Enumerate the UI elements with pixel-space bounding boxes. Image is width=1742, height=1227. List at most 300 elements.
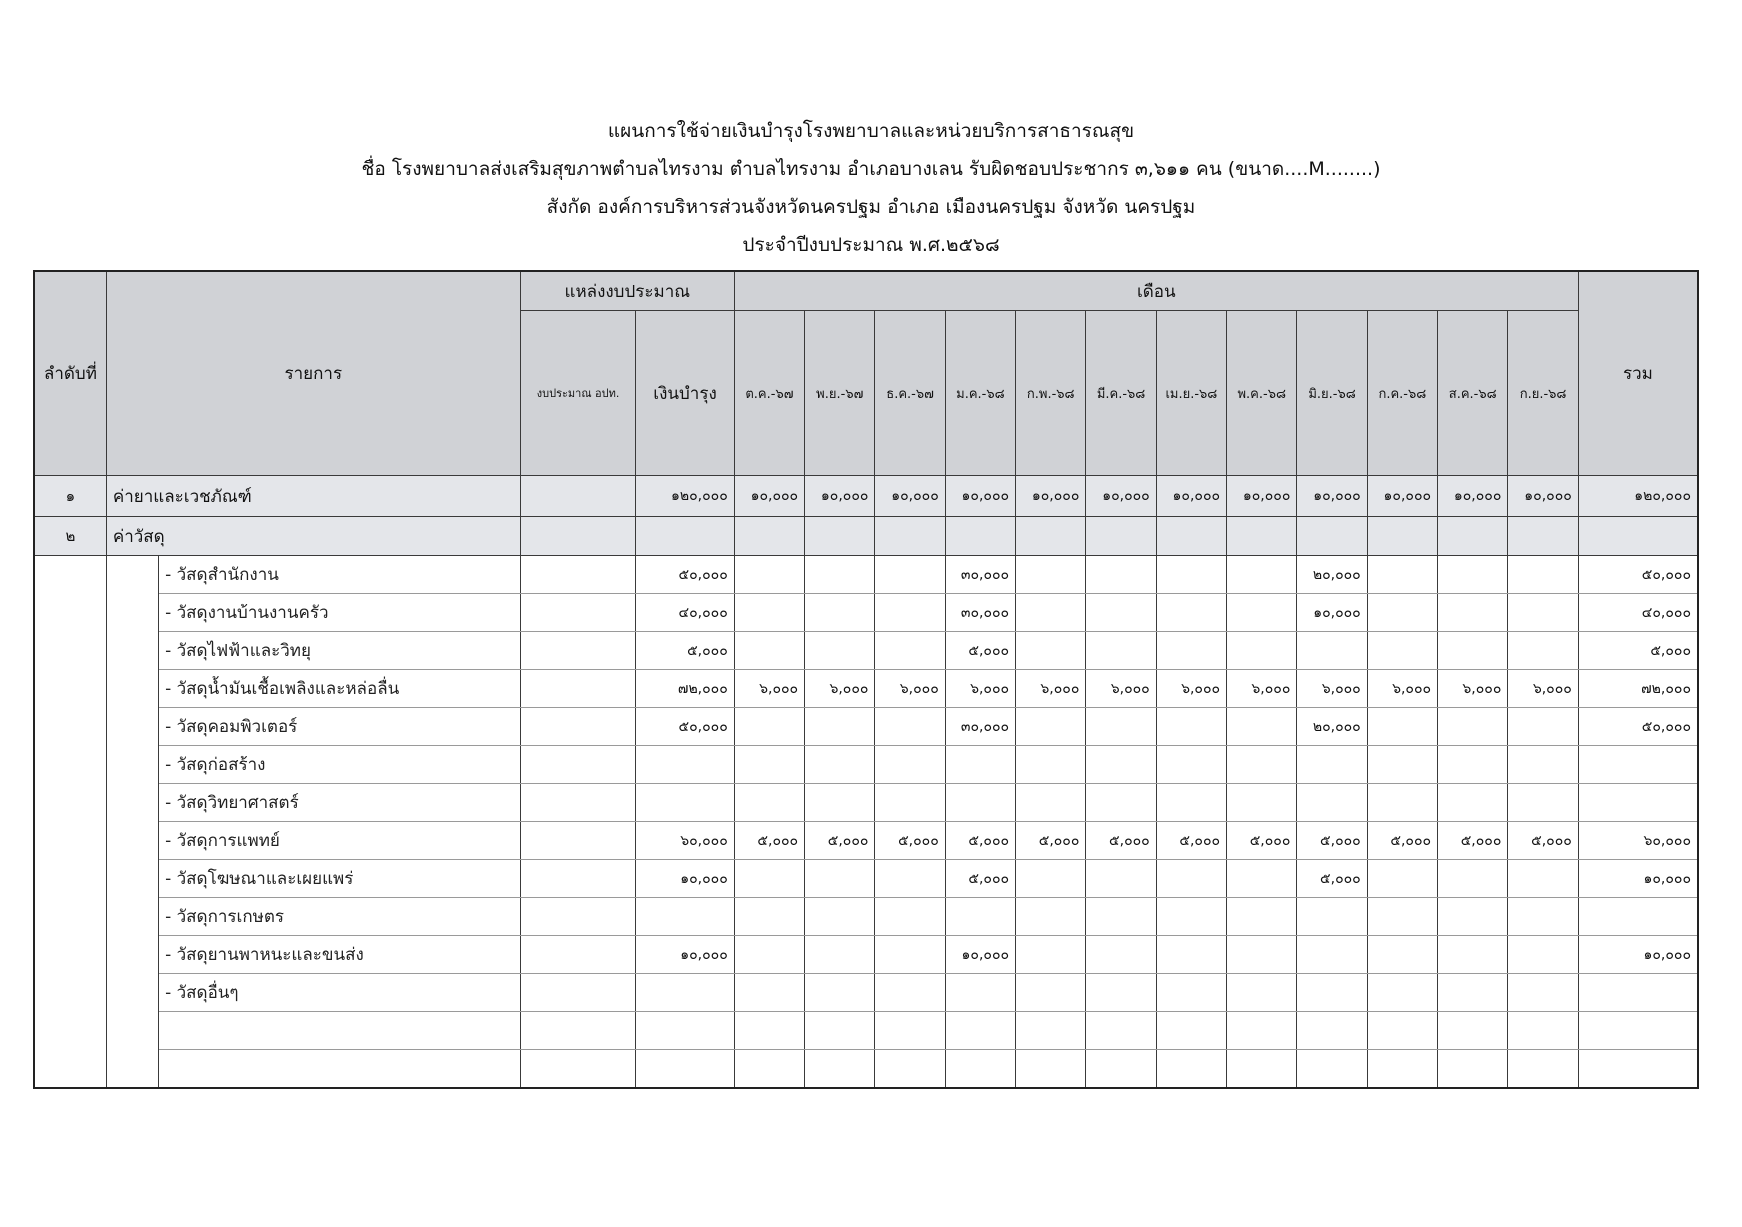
month-value-cell [1297,898,1367,936]
table-row [34,898,1698,936]
month-value-cell: ๒๐,๐๐๐ [1297,556,1367,594]
budget-local-cell [520,898,636,936]
month-value-cell: ๖,๐๐๐ [1156,670,1226,708]
month-value-cell [1367,936,1437,974]
budget-maint-cell [636,517,734,556]
month-value-cell [945,898,1015,936]
col-month-header: มี.ค.-๖๘ [1086,311,1156,476]
month-value-cell [875,594,945,632]
month-value-cell [945,974,1015,1012]
month-value-cell [1508,784,1578,822]
month-value-cell [734,517,804,556]
month-value-cell [1016,974,1086,1012]
month-value-cell [805,974,875,1012]
month-value-cell [1508,860,1578,898]
month-value-cell [1086,898,1156,936]
month-value-cell [1227,1050,1297,1088]
item-label: - วัสดุงานบ้านงานครัว [159,594,521,632]
row-total-cell: ๔๐,๐๐๐ [1578,594,1698,632]
month-value-cell [1438,936,1508,974]
month-value-cell [1086,784,1156,822]
month-value-cell [1156,898,1226,936]
month-value-cell [1086,708,1156,746]
table-row [34,670,1698,708]
month-value-cell [1438,1050,1508,1088]
item-label: - วัสดุยานพาหนะและขนส่ง [159,936,521,974]
month-value-cell [805,594,875,632]
month-value-cell [1438,1012,1508,1050]
budget-local-cell [520,632,636,670]
month-value-cell: ๖,๐๐๐ [945,670,1015,708]
row-total-cell [1578,1050,1698,1088]
month-value-cell [1367,708,1437,746]
col-total-header: รวม [1578,271,1698,476]
month-value-cell: ๕,๐๐๐ [1367,822,1437,860]
month-value-cell [1438,974,1508,1012]
month-value-cell: ๕,๐๐๐ [945,822,1015,860]
month-value-cell: ๑๐,๐๐๐ [1016,476,1086,517]
month-value-cell [1227,632,1297,670]
month-value-cell [875,556,945,594]
row-total-cell: ๕,๐๐๐ [1578,632,1698,670]
month-value-cell [1367,594,1437,632]
month-value-cell [734,974,804,1012]
col-month-header: ก.ค.-๖๘ [1367,311,1437,476]
month-value-cell [1508,974,1578,1012]
month-value-cell [1367,556,1437,594]
month-value-cell [734,708,804,746]
month-value-cell [1016,1050,1086,1088]
budget-maint-cell: ๔๐,๐๐๐ [636,594,734,632]
month-value-cell [1086,517,1156,556]
col-month-header: มิ.ย.-๖๘ [1297,311,1367,476]
month-value-cell: ๖,๐๐๐ [734,670,804,708]
col-month-header: ธ.ค.-๖๗ [875,311,945,476]
col-month-header: พ.ค.-๖๘ [1227,311,1297,476]
budget-maint-cell [636,746,734,784]
document-title: แผนการใช้จ่ายเงินบำรุงโรงพยาบาลและหน่วยบริการสาธารณสุข [607,120,1135,142]
row-seq: ๒ [34,517,106,556]
col-month-header: ม.ค.-๖๘ [945,311,1015,476]
month-value-cell [1438,517,1508,556]
budget-maint-cell: ๕,๐๐๐ [636,632,734,670]
month-value-cell [1086,746,1156,784]
month-value-cell [805,936,875,974]
row-total-cell: ๑๐,๐๐๐ [1578,936,1698,974]
month-value-cell [945,1012,1015,1050]
month-value-cell [734,746,804,784]
budget-local-cell [520,476,636,517]
table-row [34,1050,1698,1088]
month-value-cell [1367,1050,1437,1088]
indent-blank-cell [106,556,158,1088]
budget-maint-cell: ๖๐,๐๐๐ [636,822,734,860]
month-value-cell [805,784,875,822]
month-value-cell [1227,898,1297,936]
month-value-cell: ๑๐,๐๐๐ [1156,476,1226,517]
month-value-cell [1086,594,1156,632]
month-value-cell [945,1050,1015,1088]
table-row [34,784,1698,822]
budget-local-cell [520,746,636,784]
month-value-cell: ๑๐,๐๐๐ [734,476,804,517]
item-label: - วัสดุไฟฟ้าและวิทยุ [159,632,521,670]
month-value-cell [1086,936,1156,974]
month-value-cell: ๖,๐๐๐ [1016,670,1086,708]
month-value-cell [1016,898,1086,936]
budget-local-cell [520,670,636,708]
month-value-cell: ๕,๐๐๐ [945,860,1015,898]
month-value-cell: ๕,๐๐๐ [1086,822,1156,860]
col-months-group-header: เดือน [734,271,1578,311]
month-value-cell [734,860,804,898]
month-value-cell [1438,594,1508,632]
budget-maint-cell [636,1050,734,1088]
month-value-cell: ๕,๐๐๐ [1297,822,1367,860]
row-total-cell [1578,784,1698,822]
budget-maint-cell [636,898,734,936]
month-value-cell: ๕,๐๐๐ [945,632,1015,670]
month-value-cell [875,898,945,936]
month-value-cell [1016,594,1086,632]
item-label [159,1050,521,1088]
month-value-cell [875,632,945,670]
month-value-cell [1438,860,1508,898]
row-total-cell [1578,746,1698,784]
budget-maint-cell: ๕๐,๐๐๐ [636,708,734,746]
month-value-cell [1156,974,1226,1012]
budget-local-cell [520,974,636,1012]
month-value-cell [1297,974,1367,1012]
item-label [159,1012,521,1050]
col-source-maint-header: เงินบำรุง [636,311,734,476]
month-value-cell [1508,746,1578,784]
month-value-cell [734,632,804,670]
month-value-cell: ๑๐,๐๐๐ [1297,594,1367,632]
month-value-cell [805,860,875,898]
budget-maint-cell: ๗๒,๐๐๐ [636,670,734,708]
row-total-cell [1578,1012,1698,1050]
month-value-cell: ๕,๐๐๐ [1156,822,1226,860]
month-value-cell [1227,708,1297,746]
month-value-cell [805,1012,875,1050]
month-value-cell [1297,1012,1367,1050]
month-value-cell: ๑๐,๐๐๐ [875,476,945,517]
affiliation-line: สังกัด องค์การบริหารส่วนจังหวัดนครปฐม อำเภอ เมืองนครปฐม จังหวัด นครปฐม [546,196,1196,218]
month-value-cell [1297,1050,1367,1088]
month-value-cell [1086,1012,1156,1050]
month-value-cell [1508,898,1578,936]
month-value-cell: ๕,๐๐๐ [875,822,945,860]
month-value-cell [1367,898,1437,936]
month-value-cell: ๒๐,๐๐๐ [1297,708,1367,746]
month-value-cell [734,936,804,974]
month-value-cell [875,708,945,746]
budget-local-cell [520,936,636,974]
month-value-cell: ๑๐,๐๐๐ [1367,476,1437,517]
month-value-cell [1438,708,1508,746]
row-total-cell: ๗๒,๐๐๐ [1578,670,1698,708]
month-value-cell [875,746,945,784]
month-value-cell [1227,556,1297,594]
month-value-cell [1227,594,1297,632]
month-value-cell: ๑๐,๐๐๐ [805,476,875,517]
budget-local-cell [520,517,636,556]
col-item-header: รายการ [106,271,520,476]
item-label: - วัสดุสำนักงาน [159,556,521,594]
table-row [34,708,1698,746]
item-label: - วัสดุวิทยาศาสตร์ [159,784,521,822]
budget-local-cell [520,822,636,860]
category-label: ค่าวัสดุ [106,517,520,556]
table-row [34,860,1698,898]
col-month-header: ส.ค.-๖๘ [1438,311,1508,476]
budget-maint-cell [636,974,734,1012]
item-label: - วัสดุการเกษตร [159,898,521,936]
month-value-cell [1156,517,1226,556]
month-value-cell [734,1012,804,1050]
budget-local-cell [520,1012,636,1050]
month-value-cell [1016,556,1086,594]
month-value-cell [1016,784,1086,822]
month-value-cell [805,708,875,746]
month-value-cell: ๕,๐๐๐ [1227,822,1297,860]
table-row [34,1012,1698,1050]
col-month-header: พ.ย.-๖๗ [805,311,875,476]
month-value-cell: ๖,๐๐๐ [805,670,875,708]
month-value-cell: ๕,๐๐๐ [1297,860,1367,898]
col-source-header: แหล่งงบประมาณ [520,271,734,311]
month-value-cell [1227,746,1297,784]
month-value-cell: ๖,๐๐๐ [1297,670,1367,708]
item-label: - วัสดุอื่นๆ [159,974,521,1012]
table-row [34,476,1698,517]
month-value-cell [805,898,875,936]
row-total-cell: ๖๐,๐๐๐ [1578,822,1698,860]
col-month-header: ก.พ.-๖๘ [1016,311,1086,476]
budget-local-cell [520,556,636,594]
month-value-cell [1156,860,1226,898]
month-value-cell [875,784,945,822]
month-value-cell: ๕,๐๐๐ [734,822,804,860]
col-seq-header: ลำดับที่ [34,271,106,476]
month-value-cell [1508,1012,1578,1050]
category-label: ค่ายาและเวชภัณฑ์ [106,476,520,517]
month-value-cell [1156,594,1226,632]
month-value-cell [734,556,804,594]
month-value-cell: ๑๐,๐๐๐ [945,936,1015,974]
month-value-cell [1156,784,1226,822]
month-value-cell [1438,784,1508,822]
month-value-cell [945,746,1015,784]
month-value-cell [1227,517,1297,556]
month-value-cell [734,784,804,822]
budget-maint-cell [636,784,734,822]
month-value-cell [1156,1012,1226,1050]
month-value-cell [1508,632,1578,670]
month-value-cell [1086,1050,1156,1088]
month-value-cell [1227,974,1297,1012]
month-value-cell [1297,746,1367,784]
month-value-cell [875,936,945,974]
month-value-cell [1156,1050,1226,1088]
item-label: - วัสดุการแพทย์ [159,822,521,860]
table-row [34,556,1698,594]
month-value-cell: ๓๐,๐๐๐ [945,556,1015,594]
month-value-cell [1508,1050,1578,1088]
month-value-cell: ๕,๐๐๐ [1508,822,1578,860]
month-value-cell [1508,517,1578,556]
month-value-cell [1508,594,1578,632]
seq-blank-cell [34,556,106,1088]
month-value-cell [1438,898,1508,936]
month-value-cell: ๓๐,๐๐๐ [945,708,1015,746]
month-value-cell: ๑๐,๐๐๐ [945,476,1015,517]
row-total-cell: ๑๐,๐๐๐ [1578,860,1698,898]
month-value-cell [1367,632,1437,670]
month-value-cell [1156,632,1226,670]
budget-maint-cell: ๑๐,๐๐๐ [636,860,734,898]
month-value-cell: ๑๐,๐๐๐ [1438,476,1508,517]
month-value-cell: ๑๐,๐๐๐ [1297,476,1367,517]
month-value-cell [1438,746,1508,784]
month-value-cell [1227,860,1297,898]
month-value-cell [1438,556,1508,594]
month-value-cell [805,746,875,784]
month-value-cell [875,974,945,1012]
month-value-cell [734,594,804,632]
month-value-cell [1367,1012,1437,1050]
month-value-cell [1367,517,1437,556]
month-value-cell: ๖,๐๐๐ [1438,670,1508,708]
month-value-cell [1156,746,1226,784]
budget-maint-cell: ๕๐,๐๐๐ [636,556,734,594]
month-value-cell [875,517,945,556]
budget-local-cell [520,860,636,898]
month-value-cell [805,632,875,670]
month-value-cell [1297,517,1367,556]
month-value-cell [1016,517,1086,556]
col-month-header: เม.ย.-๖๘ [1156,311,1226,476]
month-value-cell [1367,860,1437,898]
month-value-cell [1156,708,1226,746]
month-value-cell [805,556,875,594]
month-value-cell [1297,632,1367,670]
row-total-cell: ๕๐,๐๐๐ [1578,556,1698,594]
month-value-cell [1227,1012,1297,1050]
col-month-header: ต.ค.-๖๗ [734,311,804,476]
month-value-cell [1016,708,1086,746]
budget-local-cell [520,708,636,746]
row-total-cell [1578,974,1698,1012]
month-value-cell: ๖,๐๐๐ [875,670,945,708]
month-value-cell [1297,936,1367,974]
month-value-cell: ๖,๐๐๐ [1508,670,1578,708]
table-row [34,974,1698,1012]
month-value-cell: ๑๐,๐๐๐ [1227,476,1297,517]
month-value-cell [875,860,945,898]
month-value-cell [875,1050,945,1088]
month-value-cell: ๕,๐๐๐ [805,822,875,860]
month-value-cell [1016,1012,1086,1050]
month-value-cell: ๑๐,๐๐๐ [1086,476,1156,517]
table-row [34,517,1698,556]
month-value-cell [734,898,804,936]
budget-local-cell [520,1050,636,1088]
budget-maint-cell: ๑๐,๐๐๐ [636,936,734,974]
month-value-cell: ๑๐,๐๐๐ [1508,476,1578,517]
row-total-cell: ๕๐,๐๐๐ [1578,708,1698,746]
month-value-cell [1367,784,1437,822]
budget-maint-cell: ๑๒๐,๐๐๐ [636,476,734,517]
document-header [0,112,1742,264]
month-value-cell [1227,784,1297,822]
table-row [34,822,1698,860]
budget-local-cell [520,594,636,632]
month-value-cell [1508,708,1578,746]
table-row [34,936,1698,974]
month-value-cell: ๓๐,๐๐๐ [945,594,1015,632]
month-value-cell: ๖,๐๐๐ [1086,670,1156,708]
month-value-cell [1297,784,1367,822]
month-value-cell [734,1050,804,1088]
month-value-cell [875,1012,945,1050]
table-row [34,632,1698,670]
month-value-cell [1367,974,1437,1012]
item-label: - วัสดุโฆษณาและเผยแพร่ [159,860,521,898]
month-value-cell [945,517,1015,556]
month-value-cell [1016,936,1086,974]
month-value-cell [1508,936,1578,974]
month-value-cell [1367,746,1437,784]
table-row [34,746,1698,784]
month-value-cell: ๕,๐๐๐ [1438,822,1508,860]
month-value-cell [1508,556,1578,594]
table-row [34,594,1698,632]
month-value-cell [1156,936,1226,974]
month-value-cell [1086,974,1156,1012]
month-value-cell [945,784,1015,822]
month-value-cell [1086,556,1156,594]
month-value-cell [1016,860,1086,898]
item-label: - วัสดุคอมพิวเตอร์ [159,708,521,746]
budget-local-cell [520,784,636,822]
fiscal-year-line: ประจำปีงบประมาณ พ.ศ.๒๕๖๘ [742,234,1000,256]
month-value-cell [1438,632,1508,670]
row-total-cell [1578,898,1698,936]
row-seq: ๑ [34,476,106,517]
month-value-cell [1227,936,1297,974]
row-total-cell [1578,517,1698,556]
month-value-cell [1156,556,1226,594]
budget-maint-cell [636,1012,734,1050]
month-value-cell: ๕,๐๐๐ [1016,822,1086,860]
month-value-cell [1016,632,1086,670]
col-source-local-header: งบประมาณ อปท. [520,311,636,476]
month-value-cell [1016,746,1086,784]
month-value-cell [805,517,875,556]
budget-plan-table [33,270,1699,1089]
item-label: - วัสดุก่อสร้าง [159,746,521,784]
col-month-header: ก.ย.-๖๘ [1508,311,1578,476]
month-value-cell [1086,632,1156,670]
month-value-cell: ๖,๐๐๐ [1367,670,1437,708]
month-value-cell [805,1050,875,1088]
month-value-cell: ๖,๐๐๐ [1227,670,1297,708]
facility-line: ชื่อ โรงพยาบาลส่งเสริมสุขภาพตำบลไทรงาม ตำบลไทรงาม อำเภอบางเลน รับผิดชอบประชากร ๓,๖๑๑ คน (ขนาด....M........) [361,158,1381,180]
item-label: - วัสดุน้ำมันเชื้อเพลิงและหล่อลื่น [159,670,521,708]
row-total-cell: ๑๒๐,๐๐๐ [1578,476,1698,517]
